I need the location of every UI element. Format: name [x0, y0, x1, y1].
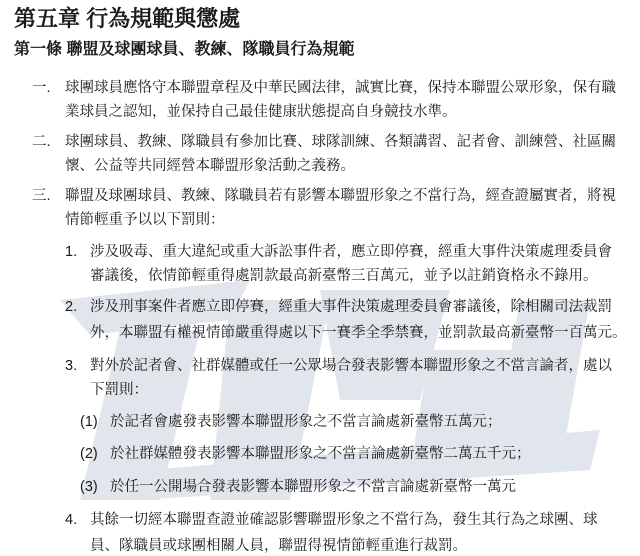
item-text-line: 情節輕重予以以下罰則： — [65, 212, 225, 228]
penalty-text: 於社群媒體發表影響本聯盟形象之不當言論處新臺幣二萬五千元； — [110, 446, 531, 462]
penalty-text: 於記者會處發表影響本聯盟形象之不當言論處新臺幣五萬元； — [110, 414, 502, 430]
item-label: 二. — [32, 134, 51, 150]
subitem-text-line: 涉及吸毒、重大違紀或重大訴訟事件者，應立即停賽，經重大事件決策處理委員會 — [90, 244, 612, 260]
penalty-label: (3) — [80, 479, 98, 495]
item-text-line: 球團球員應恪守本聯盟章程及中華民國法律，誠實比賽，保持本聯盟公眾形象，保有職 — [65, 80, 616, 96]
subitem-label: 1. — [65, 244, 78, 260]
subitem-text-line: 外，本聯盟有權視情節嚴重得處以下一賽季全季禁賽，並罰款最高新臺幣一百萬元。 — [90, 325, 627, 341]
item-label: 一. — [32, 80, 51, 96]
item-text-line: 懷、公益等共同經營本聯盟形象活動之義務。 — [65, 158, 355, 174]
subitem-label: 3. — [65, 358, 78, 374]
penalty-label: (2) — [80, 446, 98, 462]
subitem-text-line: 涉及刑事案件者應立即停賽，經重大事件決策處理委員會審議後，除相關司法裁罰 — [90, 299, 612, 315]
subitem-text-line: 對外於記者會、社群媒體或任一公眾場合發表影響本聯盟形象之不當言論者，處以 — [90, 358, 612, 374]
subitem-text-line: 員、隊職員或球團相關人員，聯盟得視情節輕重進行裁罰。 — [90, 538, 467, 554]
subitem-text-line: 下罰則： — [90, 382, 148, 398]
article-title: 第一條 聯盟及球團球員、教練、隊職員行為規範 — [14, 41, 355, 58]
penalty-label: (1) — [80, 414, 98, 430]
item-text-line: 聯盟及球團球員、教練、隊職員若有影響本聯盟形象之不當行為，經查證屬實者，將視 — [65, 188, 616, 204]
penalty-text: 於任一公開場合發表影響本聯盟形象之不當言論處新臺幣一萬元 — [110, 479, 516, 495]
subitem-label: 2. — [65, 299, 78, 315]
item-text-line: 業球員之認知，並保持自己最佳健康狀態提高自身競技水準。 — [65, 104, 457, 120]
subitem-text-line: 審議後，依情節輕重得處罰款最高新臺幣三百萬元，並予以註銷資格永不錄用。 — [90, 268, 598, 284]
item-text-line: 球團球員、教練、隊職員有參加比賽、球隊訓練、各類講習、記者會、訓練營、社區關 — [65, 134, 616, 150]
subitem-text-line: 其餘一切經本聯盟查證並確認影響聯盟形象之不當行為，發生其行為之球團、球 — [90, 512, 598, 528]
chapter-title: 第五章 行為規範與懲處 — [14, 6, 241, 31]
subitem-label: 4. — [65, 512, 78, 528]
item-label: 三. — [32, 188, 51, 204]
